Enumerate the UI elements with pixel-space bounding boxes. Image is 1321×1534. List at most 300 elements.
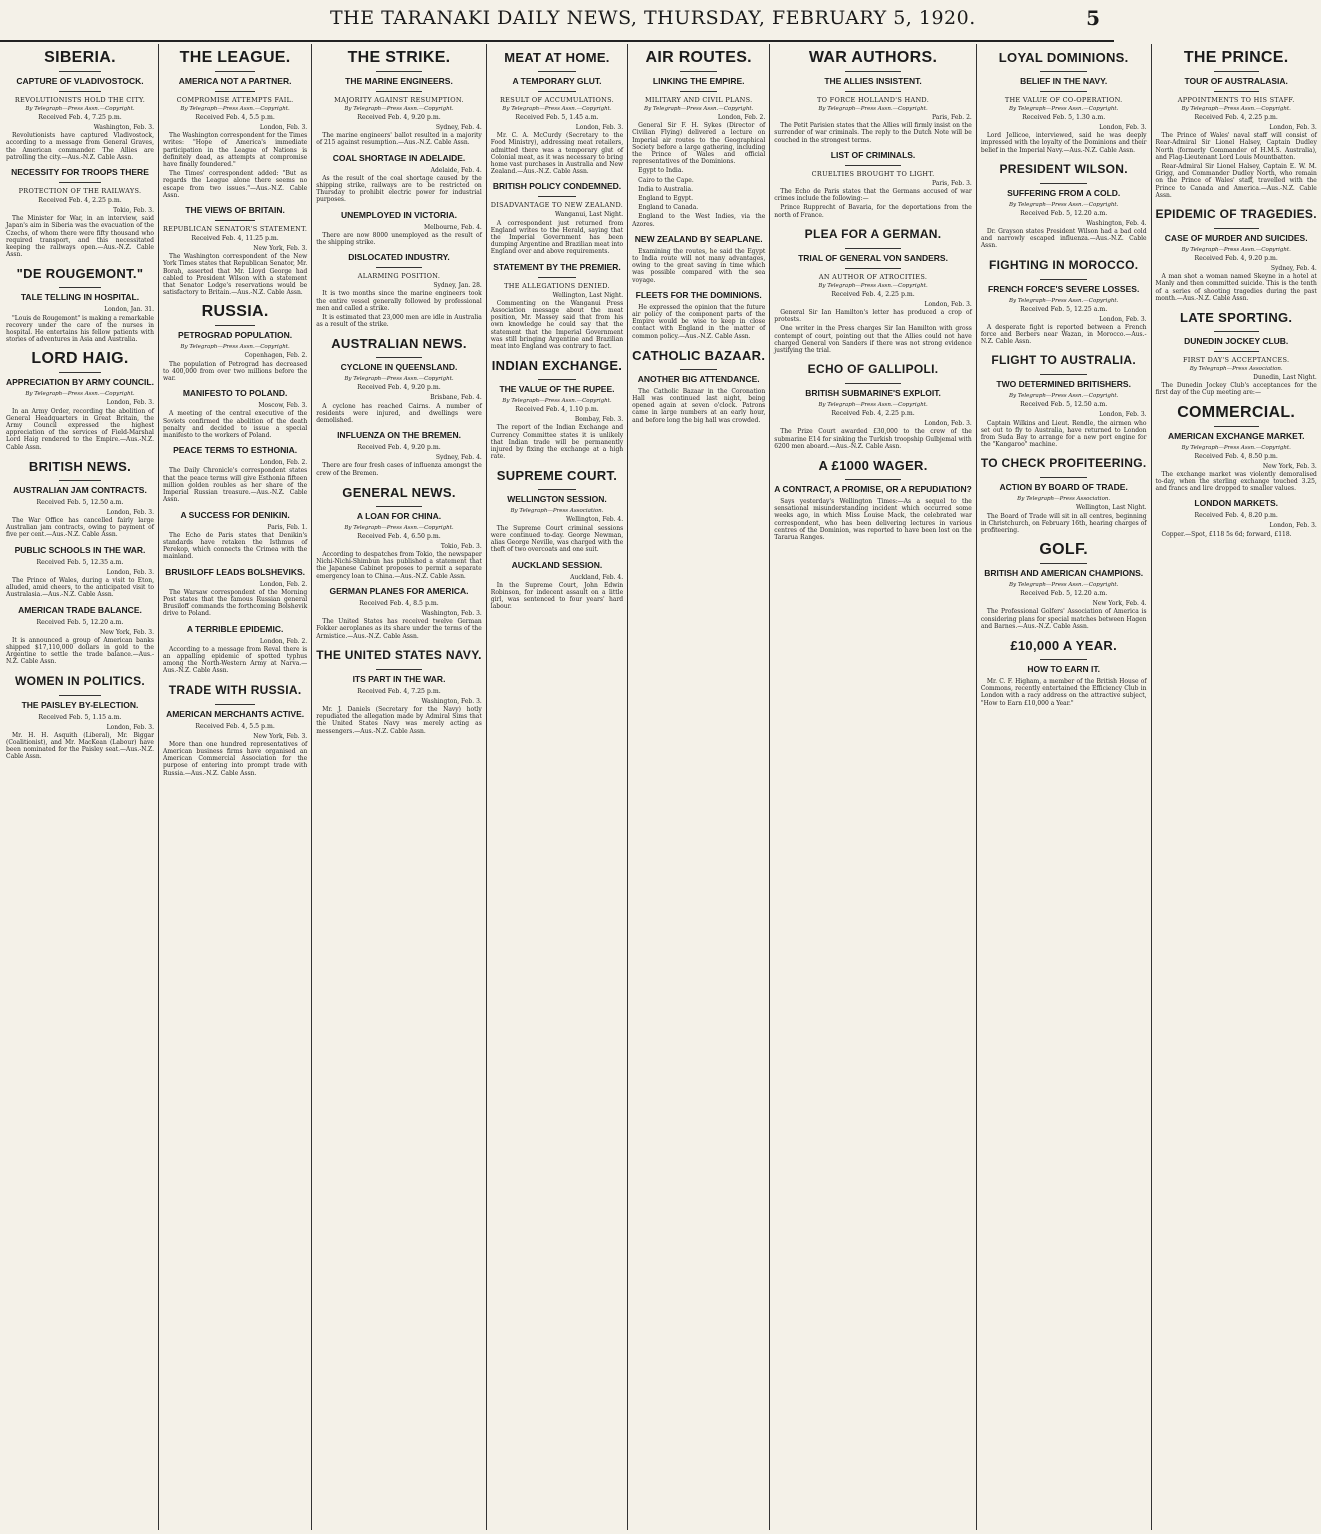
article-subheading: A TERRIBLE EPIDEMIC. <box>186 623 284 634</box>
wire-credit: By Telegraph—Press Association. <box>1017 496 1111 503</box>
article-headline: WAR AUTHORS. <box>808 49 938 66</box>
received-time: Received Feb. 4, 7.25 p.m. <box>357 687 441 695</box>
wire-credit: By Telegraph—Press Association. <box>1189 366 1283 373</box>
divider-rule <box>538 91 575 92</box>
divider-rule <box>59 480 100 481</box>
received-time: Received Feb. 4, 1.10 p.m. <box>515 406 599 414</box>
article-subheading: AMERICAN EXCHANGE MARKET. <box>1167 430 1305 441</box>
article-paragraph: In an Army Order, recording the abolition of General Headquarters in Great Britain, the Army Council expressed the highest appreciation of the services of Field-Marshal Lord Haig rendered to the Empire.—Aus.-N.Z. Cable Assn. <box>6 407 154 451</box>
article-subheading: NEW ZEALAND BY SEAPLANE. <box>634 233 763 244</box>
dateline: Sydney, Jan. 28. <box>433 282 482 290</box>
divider-rule <box>538 196 575 197</box>
dateline: Wellington, Feb. 4. <box>565 516 624 524</box>
article <box>163 48 307 199</box>
divider-rule <box>376 669 422 670</box>
article-subheading: A TEMPORARY GLUT. <box>512 76 602 86</box>
article <box>981 540 1147 630</box>
article-paragraph: The population of Petrograd has decreased to 400,000 from over two millions before the war. <box>162 360 308 383</box>
article-paragraph: As the result of the coal shortage caused by the shipping strike, railways are to be restricted on Thursday to prohibit electric power for industrial purposes. <box>316 174 482 204</box>
article-paragraph: The Supreme Court criminal sessions were continued to-day. George Newman, alias George Neville, was charged with the theft of two overcoats and one suit. <box>490 524 624 554</box>
article-headline: FIGHTING IN MOROCCO. <box>989 257 1139 272</box>
divider-rule <box>1214 71 1259 72</box>
article-paragraph: The Catholic Bazaar in the Coronation Hall was continued last night, being opened again at seven o'clock. Patrons came in large numbers at an early hour, and before long the big hall was crowded. <box>632 387 766 424</box>
divider-rule <box>1214 426 1259 427</box>
article-paragraph: Lord Jellicoe, interviewed, said he was deeply impressed with the loyalty of the Dominions and their belief in the Imperial Navy.—Aus.-N.Z. Cable Assn. <box>980 132 1147 154</box>
dateline: London, Feb. 3. <box>259 124 308 131</box>
article-headline: SUPREME COURT. <box>496 468 618 484</box>
divider-rule <box>215 71 255 72</box>
article-paragraph: The Prize Court awarded £30,000 to the crew of the submarine E14 for sinking the Turkish troopship Gulbjemal with 6200 men aboard.—Aus.-N.Z. Cable Assn. <box>774 428 972 450</box>
divider-rule <box>1040 279 1086 280</box>
divider-rule <box>845 165 900 166</box>
article <box>491 356 623 460</box>
article-paragraph: The Dunedin Jockey Club's acceptances for the first day of the Cup meeting are:— <box>1155 382 1317 397</box>
article <box>491 466 623 553</box>
article-subheading: AUSTRALIAN JAM CONTRACTS. <box>13 484 147 495</box>
divider-rule <box>215 220 255 221</box>
dateline: Moscow, Feb. 3. <box>258 402 308 410</box>
dateline: Paris, Feb. 3. <box>932 179 972 187</box>
article-paragraph: The War Office has cancelled fairly large Australian jam contracts, owing to payment of five per cent.—Aus.-N.Z. Cable Assn. <box>6 517 154 539</box>
article-headline: A £1000 WAGER. <box>818 458 928 474</box>
article <box>1156 205 1317 302</box>
article-headline: AIR ROUTES. <box>645 49 752 66</box>
article <box>163 302 307 382</box>
article <box>163 445 307 503</box>
wire-credit: By Telegraph—Press Assn.—Copyright. <box>1009 201 1119 208</box>
article <box>163 681 307 777</box>
dateline: Sydney, Feb. 4. <box>1270 265 1317 273</box>
article <box>316 48 482 147</box>
article <box>1156 498 1317 537</box>
article-headline: LOYAL DOMINIONS. <box>998 50 1129 65</box>
article <box>6 48 154 161</box>
received-time: Received Feb. 4, 11.25 p.m. <box>191 235 279 243</box>
dateline: Sydney, Feb. 4. <box>435 124 482 131</box>
wire-credit: By Telegraph—Press Assn.—Copyright. <box>344 106 454 112</box>
article-subheading: TRIAL OF GENERAL VON SANDERS. <box>798 252 948 263</box>
divider-rule <box>1214 351 1259 352</box>
article-paragraph: There are now 8000 unemployed as the result of the shipping strike. <box>316 231 482 247</box>
article-paragraph: Mr. C. A. McCurdy (Secretary to the Food Ministry), addressing meat retailers, admitted there was a temporary glut of Colonial meat, as it was necessary to bring home vast purchases in Australia and New Zealand.—Aus.-N.Z. Cable Assn. <box>490 132 624 176</box>
article <box>491 181 623 255</box>
article-headline: RUSSIA. <box>201 303 269 321</box>
divider-rule <box>376 71 422 72</box>
received-time: Received Feb. 5, 12.50 a.m. <box>1020 401 1108 409</box>
article <box>1156 308 1317 397</box>
article-subheading-secondary: FIRST DAY'S ACCEPTANCES. <box>1182 356 1290 365</box>
dateline: New York, Feb. 3. <box>1262 462 1317 470</box>
divider-rule <box>1040 374 1086 375</box>
received-time: Received Feb. 4, 8.5 p.m. <box>359 599 439 607</box>
wire-credit: By Telegraph—Press Assn.—Copyright. <box>818 106 928 112</box>
received-time: Received Feb. 4, 2.25 p.m. <box>831 290 915 298</box>
article <box>774 360 972 450</box>
article-subheading: PUBLIC SCHOOLS IN THE WAR. <box>14 544 146 555</box>
wire-credit: By Telegraph—Press Assn.—Copyright. <box>25 391 135 398</box>
dateline: London, Feb. 3. <box>1099 315 1147 323</box>
article-subheading: AUCKLAND SESSION. <box>511 559 603 570</box>
article <box>1156 403 1317 493</box>
article <box>316 430 482 477</box>
received-time: Received Feb. 5, 1.30 a.m. <box>1022 114 1106 121</box>
article <box>6 264 154 343</box>
article <box>6 457 154 539</box>
article <box>491 262 623 351</box>
article-subheading-secondary: DISADVANTAGE TO NEW ZEALAND. <box>490 201 624 210</box>
article-paragraph: The United States has received twelve German Fokker aeroplanes as its share under the terms of the Armistice.—Aus.-N.Z. Cable Assn. <box>316 618 482 640</box>
dateline: London, Feb. 3. <box>575 124 624 131</box>
divider-rule <box>59 372 100 373</box>
dateline: Tokio, Feb. 3. <box>113 207 154 215</box>
article-paragraph: Mr. H. H. Asquith (Liberal), Mr. Biggar (Coalitionist), and Mr. MacKean (Labour) have been nominated for the Paisley seat.—Aus.-N.Z. Cable Assn. <box>6 731 154 761</box>
dateline: Wellington, Last Night. <box>552 291 624 299</box>
article-paragraph: According to despatches from Tokio, the newspaper Nichi-Nichi-Shimbun has published a statement that the Japanese Cabinet proposes to permit a separate emergency loan to China.—Aus.-N.Z. Cable Assn. <box>316 551 482 580</box>
article-subheading-secondary: ALARMING POSITION. <box>357 272 441 281</box>
wire-credit: By Telegraph—Press Assn.—Copyright. <box>502 398 612 405</box>
article-paragraph: Examining the routes, he said the Egypt to India route will not many advantages, owing to the great saving in time which was possible compared with the sea voyage. <box>632 247 766 284</box>
article-subheading-secondary: TO FORCE HOLLAND'S HAND. <box>817 96 930 104</box>
article-subheading: HOW TO EARN IT. <box>1027 664 1100 675</box>
received-time: Received Feb. 4, 7.25 p.m. <box>38 114 122 121</box>
divider-rule <box>376 267 422 268</box>
divider-rule <box>376 91 422 92</box>
article-subheading: LONDON MARKETS. <box>1194 498 1278 509</box>
article <box>6 672 154 761</box>
article-paragraph: The Warsaw correspondent of the Morning Post states that the famous Russian general Brusiloff commands the forthcoming Bolshevik drive to Poland. <box>162 588 308 618</box>
article-paragraph: England to the West Indies, via the Azores. <box>632 213 766 228</box>
article-subheading: CYCLONE IN QUEENSLAND. <box>340 362 458 373</box>
article-headline: LORD HAIG. <box>31 350 129 368</box>
dateline: Washington, Feb. 3. <box>421 697 482 705</box>
divider-rule <box>1040 563 1086 564</box>
article <box>163 567 307 618</box>
article-subheading-secondary: REPUBLICAN SENATOR'S STATEMENT. <box>162 225 308 234</box>
article-subheading: NECESSITY FOR TROOPS THERE <box>11 167 149 178</box>
article-paragraph: General Sir Ian Hamilton's letter has produced a crop of protests. <box>774 309 972 324</box>
article-subheading: PEACE TERMS TO ESTHONIA. <box>173 445 298 456</box>
column-4 <box>487 44 628 1530</box>
divider-rule <box>680 71 717 72</box>
article-subheading-secondary: RESULT OF ACCUMULATIONS. <box>499 96 614 104</box>
article-paragraph: The Board of Trade will sit in all centres, beginning in Christchurch, on February 16th, hearing charges of profiteering. <box>980 512 1147 535</box>
article-paragraph: England to Canada. <box>638 204 699 212</box>
article-headline: EPIDEMIC OF TRAGEDIES. <box>1155 207 1317 222</box>
article-paragraph: Egypt to India. <box>638 167 684 175</box>
dateline: London, Feb. 3. <box>106 399 154 407</box>
article <box>163 205 307 296</box>
article-paragraph: A man shot a woman named Skeyne in a hotel at Manly and then committed suicide. This is the tenth of a series of shooting tragedies during the past month.—Aus.-N.Z. Cable Assn. <box>1155 273 1317 302</box>
article-paragraph: Revolutionists have captured Vladivostock, according to a message from General Graves, the American commander. The Allies are patrolling the city.—Aus.-N.Z. Cable Assn. <box>6 132 154 161</box>
dateline: New York, Feb. 4. <box>1092 600 1147 608</box>
article-paragraph: Cairo to the Cape. <box>638 176 694 184</box>
article-subheading: WELLINGTON SESSION. <box>507 494 607 505</box>
divider-rule <box>538 379 575 380</box>
received-time: Received Feb. 4, 9.20 p.m. <box>1194 255 1278 263</box>
article-paragraph: "Louis de Rougemont" is making a remarkable recovery under the care of the nurses in hospital. He entertains his fellow patients with stories of adventures in Asia and Australia. <box>6 314 154 344</box>
article-headline: "DE ROUGEMONT." <box>16 266 144 282</box>
received-time: Received Feb. 5, 12.35 a.m. <box>36 558 124 566</box>
article-subheading-secondary: CRUELTIES BROUGHT TO LIGHT. <box>811 169 935 178</box>
dateline: London, Feb. 3. <box>924 420 972 428</box>
dateline: Auckland, Feb. 4. <box>570 573 624 581</box>
article-subheading: FLEETS FOR THE DOMINIONS. <box>635 289 762 300</box>
divider-rule <box>376 357 422 358</box>
article <box>6 349 154 450</box>
wire-credit: By Telegraph—Press Assn.—Copyright. <box>1009 106 1119 112</box>
divider-rule <box>845 479 900 480</box>
dateline: Melbourne, Feb. 4. <box>424 223 482 231</box>
article-headline: WOMEN IN POLITICS. <box>14 673 146 688</box>
article-subheading-secondary: APPOINTMENTS TO HIS STAFF. <box>1177 96 1295 104</box>
dateline: London, Feb. 3. <box>1099 124 1147 131</box>
article-subheading-secondary: THE ALLEGATIONS DENIED. <box>504 281 610 290</box>
article <box>981 636 1147 707</box>
article-subheading: AMERICAN TRADE BALANCE. <box>18 604 142 615</box>
article-subheading: BRITISH POLICY CONDEMNED. <box>492 181 622 192</box>
article <box>774 48 972 144</box>
divider-rule <box>215 325 255 326</box>
column-3 <box>312 44 487 1530</box>
article-headline: MEAT AT HOME. <box>504 50 610 65</box>
article-paragraph: He expressed the opinion that the future air policy of the component parts of the Empire would be wise to keep in close contact with England in the matter of common policy.—Aus.-N.Z. Cable Assn. <box>632 303 766 340</box>
article-headline: THE UNITED STATES NAVY. <box>316 647 482 662</box>
received-time: Received Feb. 4, 2.25 p.m. <box>38 197 122 205</box>
article <box>163 624 307 675</box>
divider-rule <box>680 369 717 370</box>
dateline: London, Feb. 2. <box>259 637 308 645</box>
column-1 <box>2 44 159 1530</box>
received-time: Received Feb. 5, 1.45 a.m. <box>515 114 599 121</box>
article-paragraph: Captain Wilkins and Lieut. Rendle, the airmen who set out to fly to Australia, have returned to London from Suda Bay to arrange for a new port engine for the "Kangaroo" machine. <box>980 419 1147 449</box>
dateline: London, Feb. 3. <box>924 300 972 308</box>
article-subheading: INFLUENZA ON THE BREMEN. <box>337 430 461 441</box>
article-paragraph: Says yesterday's Wellington Times:—As a sequel to the sensational misunderstanding incident which occurred some weeks ago, in which Miss Louise Mack, the celebrated war correspondent, who has been delivering lectures in various centres of the Dominion, was reported to have been lost on the Tararua Ranges. <box>774 498 972 542</box>
dateline: London, Feb. 2. <box>259 459 308 467</box>
article-subheading: A SUCCESS FOR DENIKIN. <box>180 509 290 520</box>
article-paragraph: The Professional Golfers' Association of America is considering plans for special matches between Hagen and Barnes.—Aus.-N.Z. Cable Assn. <box>980 608 1147 630</box>
dateline: Wanganui, Last Night. <box>555 211 624 219</box>
divider-rule <box>59 71 100 72</box>
article-headline: FLIGHT TO AUSTRALIA. <box>991 353 1136 368</box>
article <box>316 153 482 204</box>
article-paragraph: In the Supreme Court, John Edwin Robinson, for indecent assault on a little girl, was sentenced to four years' hard labour. <box>490 581 624 611</box>
article-paragraph: It is two months since the marine engineers took the entire vessel generally followed by professional men and called a strike. <box>316 290 482 312</box>
article-paragraph: The Prince of Wales' naval staff will consist of Rear-Admiral Sir Lionel Halsey, Captain Dudley North (formerly Commander of H.M.S. Australia), and Flag-Lieutenant Lord Louis Mountbatten. <box>1155 132 1317 161</box>
article-paragraph: Rear-Admiral Sir Lionel Halsey, Captain E. W. M. Grigg, and Commander Dudley North, who remain on the Prince of Wales' staff, travelled with the Prince to Canada and America.—Aus.-N.Z. Cable Assn. <box>1155 163 1317 199</box>
article-headline: INDIAN EXCHANGE. <box>491 358 623 374</box>
article-headline: PRESIDENT WILSON. <box>999 161 1128 176</box>
divider-rule <box>538 71 575 72</box>
received-time: Received Feb. 4, 9.20 p.m. <box>357 444 441 452</box>
article <box>632 290 765 340</box>
received-time: Received Feb. 4, 5.5 p.m. <box>195 722 275 730</box>
article-headline: THE PRINCE. <box>1183 49 1289 66</box>
received-time: Received Feb. 5, 12.20 a.m. <box>36 618 124 626</box>
wire-credit: By Telegraph—Press Assn.—Copyright. <box>502 106 612 112</box>
article <box>632 48 765 228</box>
received-time: Received Feb. 5, 12.50 a.m. <box>36 498 124 506</box>
dateline: London, Feb. 3. <box>106 568 154 576</box>
article-subheading: PETROGRAD POPULATION. <box>178 330 293 341</box>
divider-rule <box>1040 71 1086 72</box>
article-headline: GENERAL NEWS. <box>342 484 456 500</box>
divider-rule <box>845 268 900 269</box>
article <box>163 510 307 561</box>
wire-credit: By Telegraph—Press Assn.—Copyright. <box>180 344 290 351</box>
article-paragraph: There are four fresh cases of influenza amongst the crew of the Bremen. <box>316 462 482 477</box>
received-time: Received Feb. 5, 12.25 a.m. <box>1020 305 1108 313</box>
received-time: Received Feb. 4, 8.50 p.m. <box>1194 452 1278 460</box>
article <box>316 210 482 247</box>
dateline: London, Jan. 31. <box>104 306 154 314</box>
dateline: London, Feb. 3. <box>1099 411 1147 419</box>
article-subheading: ANOTHER BIG ATTENDANCE. <box>637 373 760 384</box>
article <box>6 167 154 258</box>
received-time: Received Feb. 4, 8.20 p.m. <box>1194 512 1278 520</box>
article-subheading: FRENCH FORCE'S SEVERE LOSSES. <box>988 283 1140 294</box>
article-headline: COMMERCIAL. <box>1177 403 1296 421</box>
wire-credit: By Telegraph—Press Assn.—Copyright. <box>818 282 928 289</box>
article-subheading: AMERICA NOT A PARTNER. <box>178 76 292 86</box>
article-paragraph: The Prince of Wales, during a visit to Eton, alluded, amid cheers, to the anticipated visit to Australasia.—Aus.-N.Z. Cable Assn. <box>6 576 154 599</box>
article <box>6 545 154 599</box>
article-subheading: APPRECIATION BY ARMY COUNCIL. <box>6 377 154 388</box>
masthead <box>0 0 1114 42</box>
dateline: London, Feb. 2. <box>259 580 308 588</box>
article-paragraph: General Sir F. H. Sykes (Director of Civilian Flying) delivered a lecture on Imperial air routes to the Geographical Society before a large gathering, including the Prince of Wales and official representatives of the Dominions. <box>632 122 766 166</box>
article-paragraph: The exchange market was violently demoralised to-day, when the sterling exchange touched 3.25, and francs and lire dropped to smaller values. <box>1155 470 1317 493</box>
article-subheading: THE VALUE OF THE RUPEE. <box>499 384 615 395</box>
article-subheading: UNEMPLOYED IN VICTORIA. <box>340 209 458 220</box>
article-subheading: CAPTURE OF VLADIVOSTOCK. <box>16 76 144 86</box>
divider-rule <box>215 91 255 92</box>
article-paragraph: One writer in the Press charges Sir Ian Hamilton with gross contempt of court, pointing out that the Allies could not have charged General von Sanders if there was not strong evidence justifying the trial. <box>774 325 972 355</box>
article-headline: TO CHECK PROFITEERING. <box>980 456 1147 471</box>
dateline: London, Feb. 3. <box>1269 124 1317 131</box>
article-subheading-secondary: PROTECTION OF THE RAILWAYS. <box>18 187 142 196</box>
article <box>981 48 1147 154</box>
divider-rule <box>1040 91 1086 92</box>
divider-rule <box>215 704 255 705</box>
article <box>632 234 765 284</box>
article-subheading: STATEMENT BY THE PREMIER. <box>493 261 621 272</box>
article-subheading: TALE TELLING IN HOSPITAL. <box>20 292 140 303</box>
divider-rule <box>680 91 717 92</box>
dateline: Sydney, Feb. 4. <box>435 454 482 462</box>
dateline: Washington, Feb. 4. <box>1086 219 1147 227</box>
dateline: Copenhagen, Feb. 2. <box>244 352 308 360</box>
article <box>981 454 1147 534</box>
dateline: Tokio, Feb. 3. <box>440 542 482 550</box>
article-paragraph: The Minister for War, in an interview, said Japan's aim in Siberia was the evacuation of the Czechs, of whom there were fifty thousand who required transport, and this necessitated keeping the railways open.—Aus.-N.Z. Cable Assn. <box>6 215 154 259</box>
received-time: Received Feb. 5, 12.20 a.m. <box>1020 590 1108 598</box>
article <box>981 256 1147 346</box>
wire-credit: By Telegraph—Press Assn.—Copyright. <box>344 376 454 383</box>
wire-credit: By Telegraph—Press Assn.—Copyright. <box>818 402 928 409</box>
article-subheading: BRITISH SUBMARINE'S EXPLOIT. <box>805 388 941 399</box>
received-time: Received Feb. 4, 5.5 p.m. <box>195 114 275 121</box>
received-time: Received Feb. 5, 12.20 a.m. <box>1020 209 1108 217</box>
divider-rule <box>538 277 575 278</box>
article-headline: AUSTRALIAN NEWS. <box>331 336 467 352</box>
divider-rule <box>1040 477 1086 478</box>
dateline: London, Feb. 3. <box>106 508 154 516</box>
article-subheading: BELIEF IN THE NAVY. <box>1020 76 1108 86</box>
article-headline: TRADE WITH RUSSIA. <box>168 682 302 697</box>
article-subheading: COAL SHORTAGE IN ADELAIDE. <box>332 152 466 163</box>
article <box>981 351 1147 448</box>
divider-rule <box>538 489 575 490</box>
article-headline: LATE SPORTING. <box>1180 310 1293 326</box>
article <box>774 150 972 219</box>
article-paragraph: Copper.—Spot, £118 5s 6d; forward, £118. <box>1161 530 1292 538</box>
article-subheading: BRITISH AND AMERICAN CHAMPIONS. <box>984 568 1144 579</box>
article <box>491 560 623 611</box>
article-paragraph: It is estimated that 23,000 men are idle in Australia as a result of the strike. <box>316 314 482 329</box>
divider-rule <box>59 182 100 183</box>
article-subheading: GERMAN PLANES FOR AMERICA. <box>329 585 469 596</box>
divider-rule <box>845 91 900 92</box>
wire-credit: By Telegraph—Press Assn.—Copyright. <box>25 106 135 112</box>
received-time: Received Feb. 4, 9.20 p.m. <box>357 384 441 392</box>
received-time: Received Feb. 4, 2.25 p.m. <box>831 410 915 418</box>
wire-credit: By Telegraph—Press Assn.—Copyright. <box>1181 106 1291 112</box>
article-paragraph: Commenting on the Wanganui Press Association message about the meat position, Mr. Massey said that from his own knowledge he could say that the statement that the Imperial Government was still bringing Argentine and Brazilian meat into England was contrary to fact. <box>490 299 624 351</box>
divider-rule <box>1214 331 1259 332</box>
article-paragraph: England to Egypt. <box>638 195 694 203</box>
wire-credit: By Telegraph—Press Assn.—Copyright. <box>344 524 454 531</box>
dateline: Washington, Feb. 3. <box>93 124 154 131</box>
article-subheading: THE VIEWS OF BRITAIN. <box>185 205 285 216</box>
dateline: Paris, Feb. 1. <box>267 523 308 531</box>
article-headline: BRITISH NEWS. <box>28 458 132 474</box>
article-paragraph: A correspondent just returned from England writes to the Herald, saying that the Imperial Government has been dumping Argentine and Brazilian meat into England over and above requirements. <box>490 219 624 256</box>
column-2 <box>159 44 312 1530</box>
article <box>316 252 482 328</box>
column-6 <box>770 44 977 1530</box>
wire-credit: By Telegraph—Press Assn.—Copyright. <box>644 106 754 112</box>
article-paragraph: India to Australia. <box>638 185 694 193</box>
article-subheading: DUNEDIN JOCKEY CLUB. <box>1184 336 1289 347</box>
article-paragraph: The Washington correspondent of the New York Times states that Republican Senator, Mr. Borah, asserted that Mr. Lloyd George had cabled to President Wilson with a statement that Senator Lodge's reservations would be satisfactory to Britain.—Aus.-N.Z. Cable Assn. <box>162 253 308 297</box>
article-headline: THE LEAGUE. <box>179 49 291 66</box>
article-headline: GOLF. <box>1039 541 1088 559</box>
article-subheading-secondary: REVOLUTIONISTS HOLD THE CITY. <box>14 96 146 104</box>
article-subheading-secondary: MAJORITY AGAINST RESUMPTION. <box>334 96 464 104</box>
dateline: Wellington, Last Night. <box>1076 504 1147 512</box>
dateline: London, Feb. 2. <box>717 114 766 121</box>
wire-credit: By Telegraph—Press Assn.—Copyright. <box>1009 582 1119 589</box>
article-paragraph: Dr. Grayson states President Wilson had a bad cold and narrowly escaped influenza.—Aus.-N.Z. Cable Assn. <box>980 228 1147 250</box>
article-subheading: THE PAISLEY BY-ELECTION. <box>21 699 139 710</box>
divider-rule <box>1040 183 1086 184</box>
article-headline: THE STRIKE. <box>347 49 451 66</box>
received-time: Received Feb. 4, 2.25 p.m. <box>1194 114 1278 121</box>
article-paragraph: Prince Rupprecht of Bavaria, for the deportations from the north of France. <box>774 204 972 219</box>
article-paragraph: More than one hundred representatives of American business firms have organised an American Commercial Association for the purpose of entering into prompt trade with Russia.—Aus.-N.Z. Cable Assn. <box>162 740 308 777</box>
article <box>774 225 972 354</box>
received-time: Received Feb. 4, 9.20 p.m. <box>357 114 441 121</box>
divider-rule <box>376 506 422 507</box>
article-subheading: ACTION BY BOARD OF TRADE. <box>999 482 1128 493</box>
dateline: Washington, Feb. 3. <box>421 609 482 617</box>
article <box>163 388 307 439</box>
article-headline: PLEA FOR A GERMAN. <box>804 226 942 241</box>
dateline: Bombay, Feb. 3. <box>574 416 624 424</box>
article-subheading-secondary: COMPROMISE ATTEMPTS FAIL. <box>176 96 294 104</box>
article-paragraph: A cyclone has reached Cairns. A number of residents were injured, and dwellings were demolished. <box>316 402 482 425</box>
